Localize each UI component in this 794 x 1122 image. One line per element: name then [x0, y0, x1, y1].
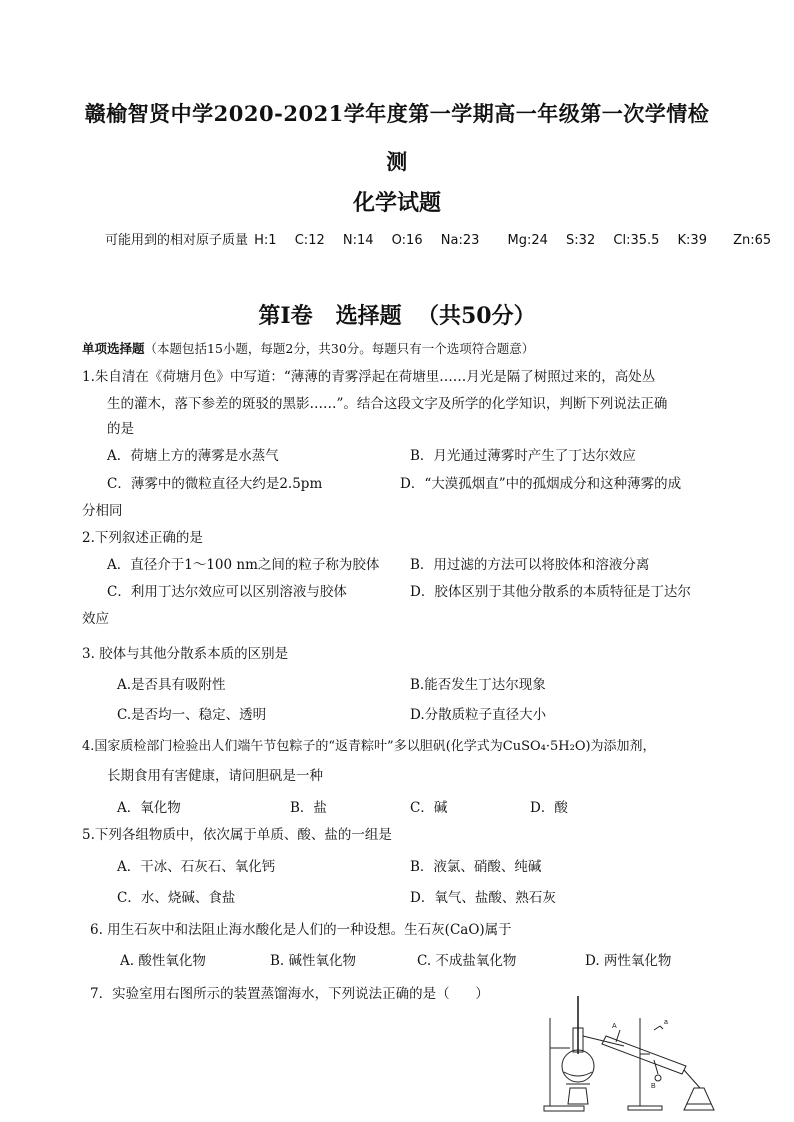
- atomic-mass-n: N:14: [342, 233, 374, 248]
- q1-option-d-line1: D．“大漠孤烟直”中的孤烟成分和这种薄雾的成: [400, 476, 682, 492]
- q4-option-c: C．碱: [410, 800, 448, 816]
- distillation-apparatus-figure: [536, 988, 716, 1114]
- distilling-flask: [562, 1050, 594, 1082]
- exam-title-line1: 赣榆智贤中学2020-2021学年度第一学期高一年级第一次学情检: [84, 101, 710, 126]
- q4-option-d: D．酸: [530, 800, 568, 816]
- q6-option-b: B. 碱性氧化物: [270, 953, 357, 969]
- q4-stem-line2: 长期食用有害健康，请问胆矾是一种: [107, 768, 323, 784]
- atomic-mass-line: [105, 229, 785, 248]
- q3-option-a: A.是否具有吸附性: [117, 677, 226, 693]
- exam-subtitle: 化学试题: [352, 191, 441, 216]
- q6-option-d: D. 两性氧化物: [585, 953, 672, 969]
- q5-option-d: D．氧气、盐酸、熟石灰: [410, 890, 556, 906]
- outlet-b-marker: [655, 1075, 661, 1081]
- q1-option-a: A．荷塘上方的薄雾是水蒸气: [107, 448, 279, 464]
- atomic-mass-c: C:12: [294, 233, 325, 248]
- figure-label-a-upper: A: [612, 1023, 617, 1030]
- q4-stem-line1: 4.国家质检部门检验出人们端午节包粽子的“返青粽叶”多以胆矾(化学式为CuSO₄·5H₂O)为添加剂，: [82, 739, 656, 754]
- q1-option-b: B．月光通过薄雾时产生了丁达尔效应: [410, 448, 636, 464]
- q2-option-d-line1: D．胶体区别于其他分散系的本质特征是丁达尔: [410, 584, 691, 600]
- exam-title-line2: 测: [386, 149, 408, 174]
- atomic-mass-zn: Zn:65: [733, 233, 772, 248]
- iron-stand-base-right: [628, 1106, 662, 1110]
- figure-label-a-lower: a: [664, 1019, 668, 1026]
- condenser-outlet-b: [654, 1060, 658, 1074]
- q5-option-b: B．液氯、硝酸、纯碱: [410, 859, 542, 875]
- flask-liquid: [564, 1072, 592, 1076]
- atomic-mass-label: 可能用到的相对原子质量: [105, 233, 249, 248]
- instructions: [82, 343, 534, 356]
- q6-option-a: A. 酸性氧化物: [120, 953, 206, 969]
- q3-option-b: B.能否发生丁达尔现象: [410, 677, 546, 693]
- q2-stem: 2.下列叙述正确的是: [82, 530, 203, 546]
- q3-option-c: C.是否均一、稳定、透明: [117, 707, 267, 723]
- q6-option-c: C. 不成盐氧化物: [417, 953, 517, 969]
- section-title: 第Ⅰ卷 选择题 （共50分）: [258, 303, 536, 329]
- q4-option-a: A．氧化物: [117, 800, 181, 816]
- atomic-mass-na: Na:23: [440, 233, 480, 248]
- q5-option-c: C．水、烧碱、食盐: [117, 890, 236, 906]
- q1-stem-line3: 的是: [107, 421, 134, 437]
- receiving-flask: [684, 1088, 714, 1110]
- q2-option-d-line2: 效应: [82, 611, 109, 627]
- q6-stem: 6. 用生石灰中和法阻止海水酸化是人们的一种设想。生石灰(CaO)属于: [90, 922, 512, 938]
- q4-option-b: B．盐: [290, 800, 327, 816]
- condenser: [602, 1036, 686, 1074]
- atomic-mass-h: H:1: [254, 233, 277, 248]
- atomic-mass-s: S:32: [566, 233, 596, 248]
- q2-option-a: A．直径介于1～100 nm之间的粒子称为胶体: [107, 557, 380, 573]
- atomic-mass-o: O:16: [391, 233, 423, 248]
- atomic-mass-mg: Mg:24: [507, 233, 548, 248]
- q3-option-d: D.分散质粒子直径大小: [410, 707, 547, 723]
- q3-stem: 3. 胶体与其他分散系本质的区别是: [82, 646, 289, 662]
- q1-stem-line1: 1.朱自清在《荷塘月色》中写道：“薄薄的青雾浮起在荷塘里……月光是隔了树照过来的，高处丛: [82, 369, 656, 385]
- atomic-mass-k: K:39: [677, 233, 707, 248]
- q5-stem: 5.下列各组物质中，依次属于单质、酸、盐的一组是: [82, 827, 392, 843]
- q7-stem: 7．实验室用右图所示的装置蒸馏海水，下列说法正确的是（ ）: [90, 986, 489, 1002]
- q2-option-b: B．用过滤的方法可以将胶体和溶液分离: [410, 557, 650, 573]
- adapter: [684, 1070, 700, 1088]
- atomic-mass-cl: Cl:35.5: [613, 233, 660, 248]
- alcohol-lamp: [568, 1088, 588, 1104]
- q5-option-a: A．干冰、石灰石、氧化钙: [117, 859, 276, 875]
- arrow-a-marker: [654, 1026, 663, 1030]
- iron-stand-base-left: [544, 1106, 584, 1111]
- instructions-rest: （本题包括15小题，每题2分，共30分。每题只有一个选项符合题意）: [144, 341, 535, 356]
- q2-option-c: C．利用丁达尔效应可以区别溶液与胶体: [107, 584, 347, 600]
- figure-label-b: B: [651, 1083, 656, 1090]
- q1-stem-line2: 生的灌木，落下参差的斑驳的黑影……”。结合这段文字及所学的化学知识，判断下列说法正确: [107, 396, 668, 412]
- q1-option-c: C．薄雾中的微粒直径大约是2.5pm: [107, 476, 323, 492]
- instructions-bold: 单项选择题: [82, 341, 145, 356]
- q1-option-d-line2: 分相同: [82, 503, 123, 519]
